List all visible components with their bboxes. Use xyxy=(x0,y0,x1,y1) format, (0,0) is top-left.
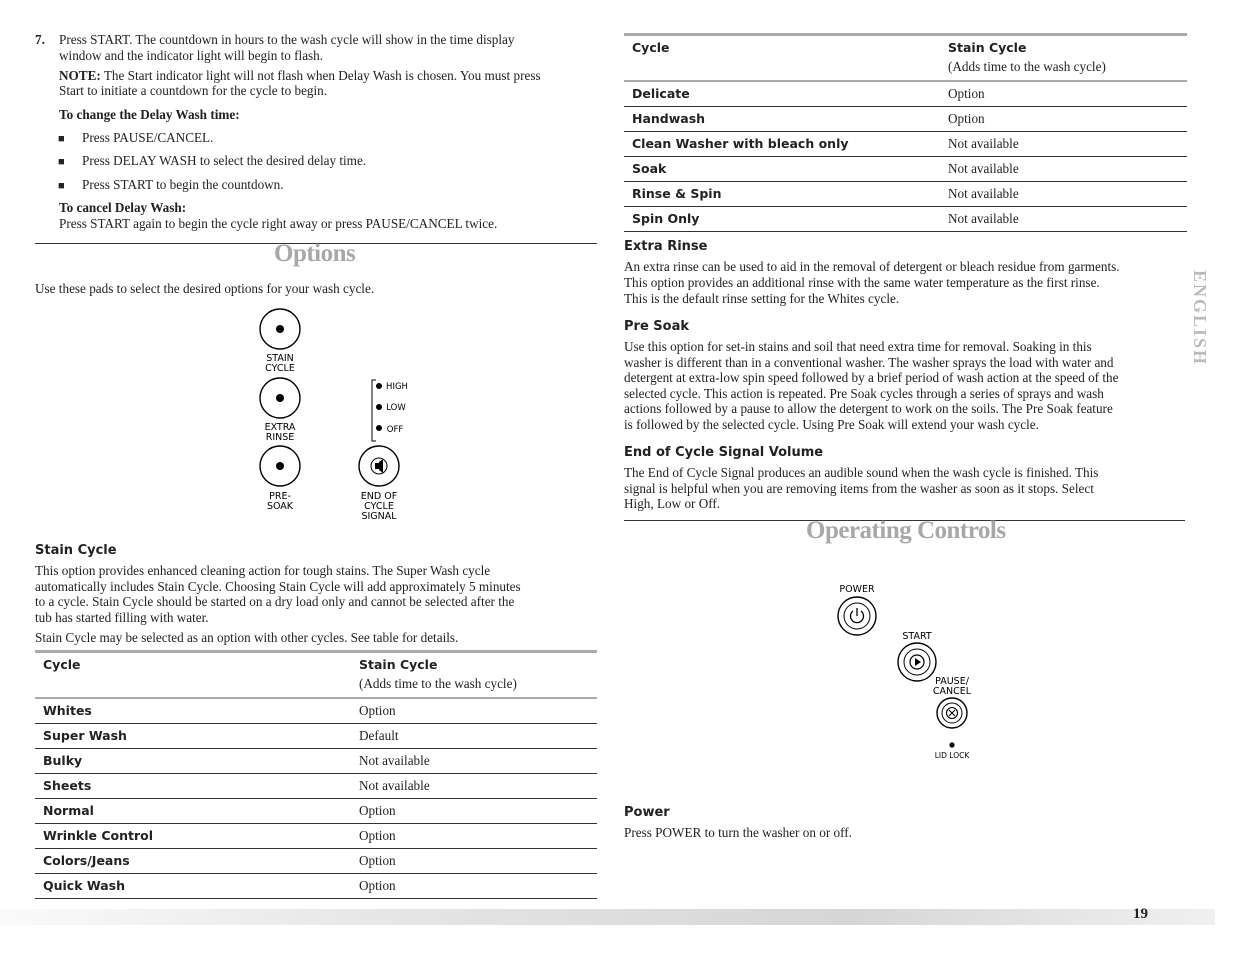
bullet-3: ■ xyxy=(58,180,65,192)
table-cell-cycle: Spin Only xyxy=(624,207,940,232)
pre-soak-line1: Use this option for set-in stains and soil that need extra time for removal. Soaking in this xyxy=(624,339,1092,354)
table-header-stain-sub: (Adds time to the wash cycle) xyxy=(359,676,517,691)
pause-label-2: CANCEL xyxy=(932,686,972,697)
lid-lock-label: LID LOCK xyxy=(934,751,970,760)
level-off-label: OFF xyxy=(386,425,404,435)
table-cell-cycle: Clean Washer with bleach only xyxy=(624,132,940,157)
start-label: START xyxy=(902,631,932,642)
pre-soak-line3: detergent at extra-low spin speed followed by a brief period of wash action at the speed of the xyxy=(624,370,1119,385)
power-button[interactable] xyxy=(838,597,876,635)
change-bullet-1: Press PAUSE/CANCEL. xyxy=(82,130,214,145)
table-header-row xyxy=(624,35,1187,82)
table-header-stain xyxy=(351,652,597,699)
pre-soak-heading: Pre Soak xyxy=(624,319,689,334)
operating-controls-diagram xyxy=(824,578,984,764)
table-cell-value: Not available xyxy=(940,157,1187,182)
stain-para-line3: to a cycle. Stain Cycle should be started on a dry load only and cannot be selected after the xyxy=(35,594,515,609)
table-cell-value: Not available xyxy=(940,132,1187,157)
table-row xyxy=(35,874,597,899)
start-button[interactable] xyxy=(898,643,936,681)
stain-para-2: Stain Cycle may be selected as an option with other cycles. See table for details. xyxy=(35,630,459,645)
pre-soak-pad[interactable] xyxy=(260,446,300,486)
note-label: NOTE: xyxy=(59,68,101,83)
power-heading: Power xyxy=(624,805,670,820)
note-text: The Start indicator light will not flash when Delay Wash is chosen. You must press xyxy=(100,68,541,83)
pre-soak-line6: is followed by the selected cycle. Using Pre Soak will extend your wash cycle. xyxy=(624,417,1039,432)
stain-para-line4: tub has started filling with water. xyxy=(35,610,209,625)
table-cell-value: Option xyxy=(940,107,1187,132)
table-header-stain-sub: (Adds time to the wash cycle) xyxy=(948,59,1106,74)
cancel-icon xyxy=(947,708,958,719)
end-of-cycle-signal-pad[interactable] xyxy=(359,446,399,486)
step-note-line2: Start to initiate a countdown for the cycle to begin. xyxy=(59,83,328,98)
language-side-tab: ENGLISH xyxy=(1190,270,1210,367)
table-cell-cycle: Super Wash xyxy=(35,724,351,749)
table-header-stain-title: Stain Cycle xyxy=(948,40,1027,55)
lid-lock-indicator xyxy=(949,742,954,747)
play-icon xyxy=(910,655,924,669)
cancel-delay-text: Press START again to begin the cycle right away or press PAUSE/CANCEL twice. xyxy=(59,216,498,231)
table-cell-value: Option xyxy=(351,799,597,824)
table-row xyxy=(35,774,597,799)
stain-pad-label-2: CYCLE xyxy=(265,363,295,374)
table-cell-cycle: Sheets xyxy=(35,774,351,799)
table-row xyxy=(624,107,1187,132)
change-bullet-2: Press DELAY WASH to select the desired delay time. xyxy=(82,153,367,168)
extra-rinse-line2: This option provides an additional rinse with the same water temperature as the first rinse. xyxy=(624,275,1100,290)
power-label: POWER xyxy=(839,584,875,595)
bullet-2: ■ xyxy=(58,156,65,168)
level-low-indicator xyxy=(376,404,382,410)
extra-rinse-line1: An extra rinse can be used to aid in the removal of detergent or bleach residue from garments. xyxy=(624,259,1120,274)
change-bullet-3: Press START to begin the countdown. xyxy=(82,177,284,192)
table-cell-value: Not available xyxy=(940,182,1187,207)
extra-rinse-heading: Extra Rinse xyxy=(624,239,708,254)
level-high-indicator xyxy=(376,383,382,389)
operating-controls-title: Operating Controls xyxy=(806,517,1006,544)
rinse-pad-label-2: RINSE xyxy=(265,432,295,443)
right-cycle-table xyxy=(624,33,1187,232)
stain-cycle-heading: Stain Cycle xyxy=(35,543,117,558)
table-cell-cycle: Quick Wash xyxy=(35,874,351,899)
pre-soak-line5: actions followed by a pause to allow the detergent to work on the soils. The Pre Soak feature xyxy=(624,401,1113,416)
table-header-cycle: Cycle xyxy=(624,35,940,82)
rinse-pad-label-1: EXTRA xyxy=(264,422,296,433)
table-cell-value: Not available xyxy=(351,749,597,774)
pause-cancel-button[interactable] xyxy=(937,698,967,728)
eoc-line3: High, Low or Off. xyxy=(624,496,721,511)
options-title: Options xyxy=(274,240,356,267)
cancel-delay-heading: To cancel Delay Wash: xyxy=(59,200,187,215)
table-row xyxy=(624,182,1187,207)
eoc-pad-label-1: END OF xyxy=(360,491,398,502)
pre-soak-line4: selected cycle. This action is repeated. Pre Soak cycles through a series of sprays and wash xyxy=(624,386,1104,401)
table-cell-value: Option xyxy=(351,849,597,874)
eoc-pad-label-3: SIGNAL xyxy=(361,511,397,522)
eoc-heading: End of Cycle Signal Volume xyxy=(624,445,824,460)
step-number: 7. xyxy=(35,32,45,47)
table-cell-cycle: Handwash xyxy=(624,107,940,132)
table-cell-value: Not available xyxy=(351,774,597,799)
table-row xyxy=(35,799,597,824)
power-text: Press POWER to turn the washer on or off. xyxy=(624,825,852,840)
left-cycle-table xyxy=(35,650,597,899)
extra-rinse-pad[interactable] xyxy=(260,378,300,418)
table-row xyxy=(35,724,597,749)
footer-bar xyxy=(0,909,1215,925)
pause-label-1: PAUSE/ xyxy=(935,676,969,687)
eoc-line1: The End of Cycle Signal produces an audible sound when the wash cycle is finished. This xyxy=(624,465,1099,480)
table-cell-cycle: Wrinkle Control xyxy=(35,824,351,849)
step-note-line1 xyxy=(59,68,604,84)
table-cell-value: Default xyxy=(351,724,597,749)
level-bracket xyxy=(372,380,376,441)
table-cell-cycle: Rinse & Spin xyxy=(624,182,940,207)
table-cell-cycle: Soak xyxy=(624,157,940,182)
level-high-label: HIGH xyxy=(386,382,408,392)
table-row xyxy=(624,81,1187,107)
extra-rinse-line3: This is the default rinse setting for the Whites cycle. xyxy=(624,291,900,306)
power-icon xyxy=(851,608,864,623)
table-cell-cycle: Whites xyxy=(35,698,351,724)
table-cell-value: Option xyxy=(351,698,597,724)
presoak-pad-label-1: PRE- xyxy=(269,491,291,502)
table-cell-cycle: Colors/Jeans xyxy=(35,849,351,874)
table-header-stain-title: Stain Cycle xyxy=(359,657,438,672)
stain-pad-label-1: STAIN xyxy=(266,353,294,364)
options-intro: Use these pads to select the desired options for your wash cycle. xyxy=(35,281,375,296)
table-row xyxy=(35,824,597,849)
table-header-row xyxy=(35,652,597,699)
step-text-line2: window and the indicator light will begin to flash. xyxy=(59,48,324,63)
level-off-indicator xyxy=(376,425,382,431)
eoc-line2: signal is helpful when you are removing items from the washer as soon as it stops. Select xyxy=(624,481,1094,496)
option-pads-diagram xyxy=(250,305,420,525)
bullet-1: ■ xyxy=(58,133,65,145)
table-row xyxy=(35,698,597,724)
level-low-label: LOW xyxy=(386,403,406,413)
step-text-line1: Press START. The countdown in hours to the wash cycle will show in the time display xyxy=(59,32,515,47)
stain-cycle-pad[interactable] xyxy=(260,309,300,349)
stain-para-line2: automatically includes Stain Cycle. Choosing Stain Cycle will add approximately 5 minutes xyxy=(35,579,521,594)
table-header-cycle: Cycle xyxy=(35,652,351,699)
table-row xyxy=(624,207,1187,232)
change-delay-heading: To change the Delay Wash time: xyxy=(59,107,240,122)
presoak-pad-label-2: SOAK xyxy=(266,501,294,512)
table-row xyxy=(35,749,597,774)
table-cell-value: Not available xyxy=(940,207,1187,232)
table-cell-value: Option xyxy=(351,824,597,849)
table-row xyxy=(624,132,1187,157)
table-cell-cycle: Delicate xyxy=(624,81,940,107)
stain-para-line1: This option provides enhanced cleaning action for tough stains. The Super Wash cycle xyxy=(35,563,491,578)
pre-soak-line2: washer is different than in a conventional washer. The washer sprays the load with water and xyxy=(624,355,1114,370)
table-header-stain xyxy=(940,35,1187,82)
table-cell-cycle: Normal xyxy=(35,799,351,824)
table-row xyxy=(35,849,597,874)
table-cell-value: Option xyxy=(351,874,597,899)
table-cell-value: Option xyxy=(940,81,1187,107)
table-row xyxy=(624,157,1187,182)
page-number: 19 xyxy=(1133,906,1148,922)
eoc-pad-label-2: CYCLE xyxy=(364,501,394,512)
table-cell-cycle: Bulky xyxy=(35,749,351,774)
